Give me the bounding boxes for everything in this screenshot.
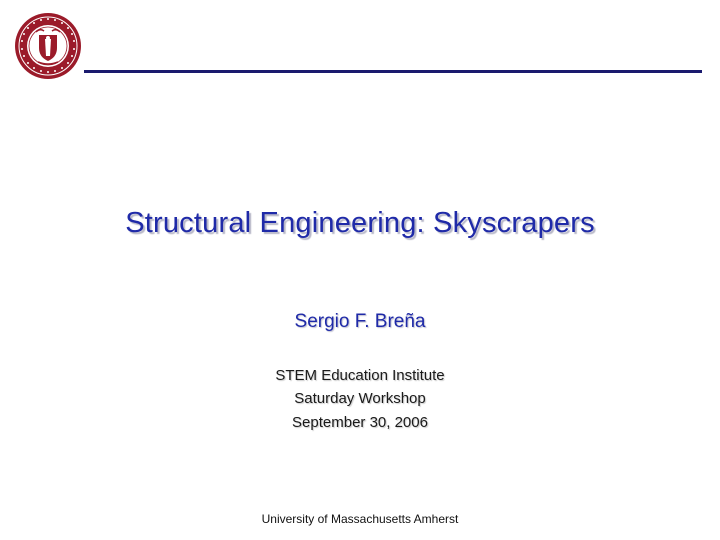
footer-text: University of Massachusetts Amherst	[261, 512, 459, 526]
header-rule	[84, 70, 702, 73]
affiliation-line: Saturday Workshop	[294, 390, 426, 407]
university-seal-icon	[14, 12, 82, 80]
affiliation-line: STEM Education Institute	[275, 367, 445, 384]
slide-title: Structural Engineering: Skyscrapers	[125, 207, 595, 239]
affiliation-line: September 30, 2006	[292, 414, 428, 431]
author-name: Sergio F. Breña	[294, 311, 426, 332]
